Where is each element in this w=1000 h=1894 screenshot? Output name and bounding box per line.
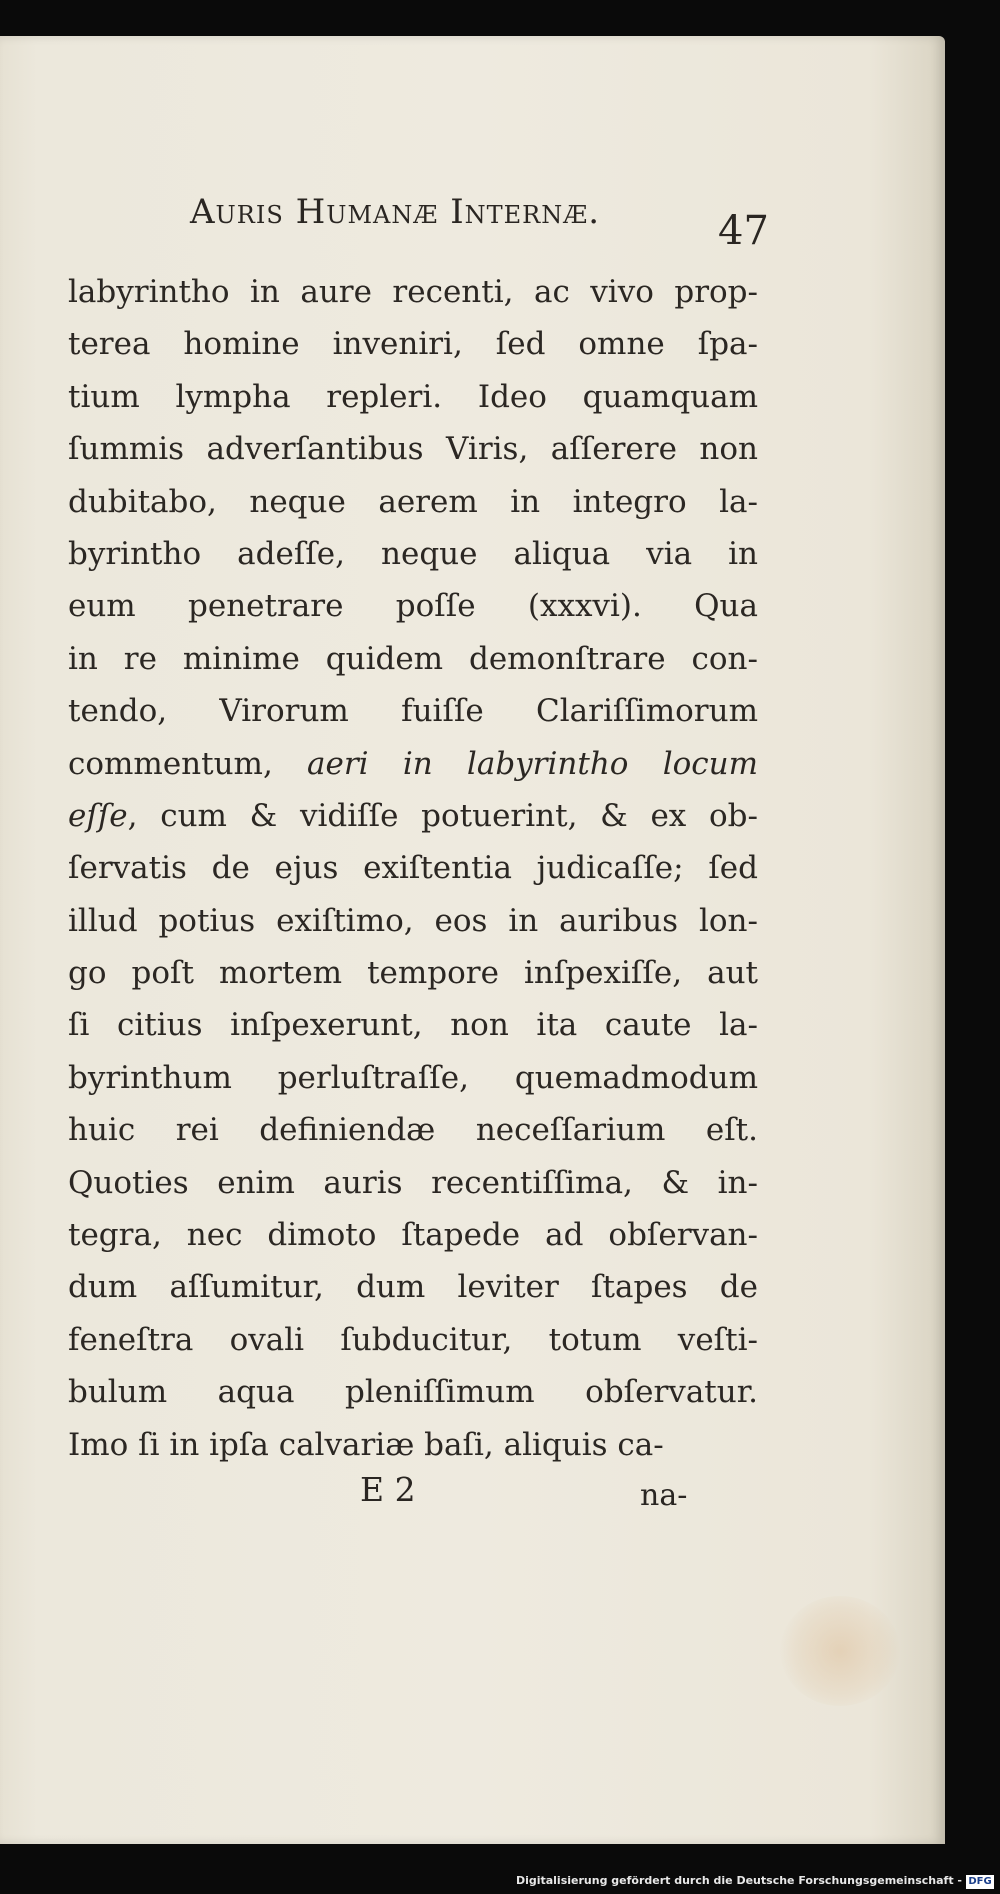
text-line [68,1366,758,1418]
signature-mark: E 2 [360,1470,416,1509]
text-run: terea homine inveniri, ſed omne ſpa- [68,326,758,363]
credit-bar [0,1872,1000,1894]
text-line [68,842,758,894]
paper-stain [780,1596,900,1706]
text-line [68,790,758,842]
text-line [68,685,758,737]
text-run: illud potius exiſtimo, eos in auribus lon- [68,902,758,939]
text-line [68,895,758,947]
digitization-credit: Digitalisierung gefördert durch die Deutsche Forschungsgemeinschaft - [515,1874,962,1887]
text-run: byrintho adeſſe, neque aliqua via in [68,535,758,572]
text-line [68,633,758,685]
text-run: Quoties enim auris recentiſſima, & in- [68,1164,758,1201]
text-line [68,580,758,632]
text-run: feneſtra ovali ſubducitur, totum veſti- [68,1321,758,1358]
text-run: eum penetrare poſſe (xxxvi). Qua [68,588,758,625]
text-run: bulum aqua pleniſſimum obſervatur. [68,1374,758,1411]
body-text [68,266,758,1471]
text-line [68,999,758,1051]
text-line [68,1314,758,1366]
text-run: tendo, Virorum fuiſſe Clariſſimorum [68,693,758,730]
text-line [68,476,758,528]
text-line [68,266,758,318]
text-run: ſi citius inſpexerunt, non ita caute la- [68,1007,758,1044]
text-line [68,947,758,999]
catchword: na- [640,1478,688,1513]
text-line [68,1104,758,1156]
text-run: labyrintho in aure recenti, ac vivo prop- [68,274,758,310]
text-line [68,1052,758,1104]
text-run: , cum & vidiſſe potuerint, & ex ob- [127,797,758,834]
italic-run: aeri in labyrintho locum [307,745,758,782]
dfg-logo-icon: DFG [966,1875,994,1889]
text-run: go poſt mortem tempore inſpexiſſe, aut [68,955,758,992]
text-run: ſummis adverſantibus Viris, aſſerere non [68,431,758,468]
text-run: commentum, [68,745,308,782]
text-run: tium lympha repleri. Ideo quamquam [68,378,758,415]
running-head: Auris Humanæ Internæ. [190,192,601,232]
text-line [68,1261,758,1313]
text-run: dubitabo, neque aerem in integro la- [68,483,758,520]
text-line [68,371,758,423]
text-run: in re minime quidem demonſtrare con- [68,640,758,677]
text-run: byrinthum perluſtraſſe, quemadmodum [68,1059,758,1096]
page-number: 47 [718,208,769,254]
text-line [68,1209,758,1261]
text-run: dum aſſumitur, dum leviter ſtapes de [68,1269,758,1306]
text-line [68,738,758,790]
text-line [68,528,758,580]
italic-run: eſſe [68,797,128,834]
text-run: tegra, nec dimoto ſtapede ad obſervan- [68,1217,758,1254]
text-run: huic rei definiendæ neceſſarium eſt. [68,1112,758,1149]
text-run: ſervatis de ejus exiſtentia judicaſſe; ſed [68,850,758,887]
text-line [68,423,758,475]
text-line [68,318,758,370]
text-run: Imo ſi in ipſa calvariæ baſi, aliquis ca- [68,1426,664,1463]
text-line [68,1157,758,1209]
text-line [68,1419,758,1471]
